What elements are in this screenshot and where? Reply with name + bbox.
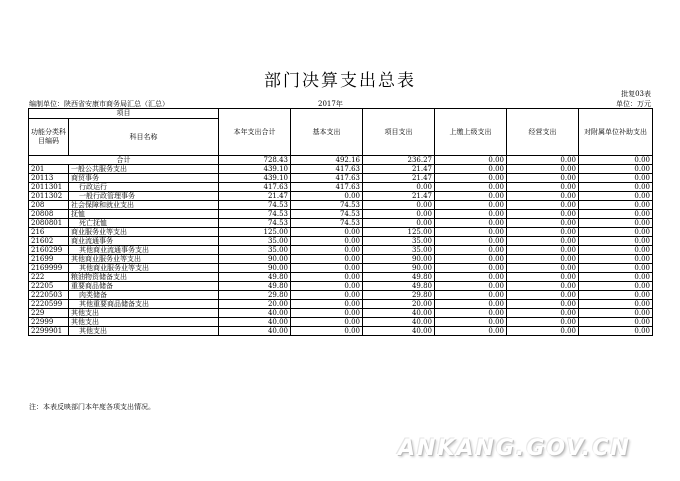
- table-row: [29, 255, 653, 264]
- row-name: 重要商品储备: [69, 282, 219, 291]
- table-row: [29, 309, 653, 318]
- table-row: [29, 210, 653, 219]
- row-value: 0.00: [435, 228, 507, 237]
- total-cell: 728.43: [219, 156, 291, 165]
- row-value: 0.00: [435, 219, 507, 228]
- row-value: 0.00: [507, 219, 579, 228]
- row-value: 0.00: [435, 201, 507, 210]
- col-header-subsidy: 对附属单位补助支出: [579, 109, 653, 156]
- row-code: 216: [29, 228, 69, 237]
- row-value: 74.53: [219, 219, 291, 228]
- row-name: 其他商业服务业等支出: [69, 255, 219, 264]
- row-value: 0.00: [507, 264, 579, 273]
- row-value: 0.00: [507, 300, 579, 309]
- row-value: 0.00: [435, 318, 507, 327]
- form-number: 批复03表: [621, 90, 651, 98]
- row-value: 0.00: [291, 318, 363, 327]
- row-value: 90.00: [363, 264, 435, 273]
- row-value: 0.00: [507, 183, 579, 192]
- row-code: 2220503: [29, 291, 69, 300]
- row-value: 21.47: [363, 165, 435, 174]
- table-row: [29, 273, 653, 282]
- row-value: 0.00: [435, 210, 507, 219]
- row-value: 0.00: [507, 228, 579, 237]
- row-value: 21.47: [219, 192, 291, 201]
- total-cell: 0.00: [435, 156, 507, 165]
- row-value: 0.00: [507, 318, 579, 327]
- row-code: 2299901: [29, 327, 69, 336]
- row-value: 0.00: [363, 201, 435, 210]
- row-value: 0.00: [435, 264, 507, 273]
- row-value: 0.00: [507, 237, 579, 246]
- row-value: 0.00: [507, 291, 579, 300]
- row-value: 29.80: [363, 291, 435, 300]
- row-value: 0.00: [435, 237, 507, 246]
- row-name: 其他支出: [69, 327, 219, 336]
- row-value: 0.00: [579, 201, 653, 210]
- total-cell: 492.16: [291, 156, 363, 165]
- row-value: 0.00: [507, 309, 579, 318]
- table-row: [29, 183, 653, 192]
- total-cell: 0.00: [507, 156, 579, 165]
- row-name: 其他支出: [69, 318, 219, 327]
- row-value: 0.00: [579, 219, 653, 228]
- row-value: 0.00: [363, 219, 435, 228]
- report-title: 部门决算支出总表: [264, 71, 416, 91]
- row-value: 0.00: [291, 264, 363, 273]
- row-value: 0.00: [291, 273, 363, 282]
- row-value: 35.00: [363, 246, 435, 255]
- report-year: 2017年: [318, 100, 343, 108]
- row-value: 0.00: [435, 192, 507, 201]
- row-value: 417.63: [219, 183, 291, 192]
- table-row: [29, 174, 653, 183]
- row-value: 0.00: [579, 309, 653, 318]
- table-row: [29, 201, 653, 210]
- table-row: [29, 300, 653, 309]
- row-value: 21.47: [363, 174, 435, 183]
- row-value: 0.00: [507, 165, 579, 174]
- row-value: 0.00: [579, 327, 653, 336]
- row-value: 0.00: [435, 309, 507, 318]
- row-value: 40.00: [363, 309, 435, 318]
- row-value: 0.00: [507, 246, 579, 255]
- row-value: 49.80: [363, 282, 435, 291]
- row-value: 49.80: [219, 282, 291, 291]
- row-value: 0.00: [435, 165, 507, 174]
- row-value: 74.53: [219, 210, 291, 219]
- row-value: 90.00: [363, 255, 435, 264]
- row-code: 208: [29, 201, 69, 210]
- name-col-header: 科目名称: [69, 119, 219, 156]
- row-value: 0.00: [507, 210, 579, 219]
- row-value: 0.00: [291, 246, 363, 255]
- row-value: 49.80: [219, 273, 291, 282]
- row-value: 20.00: [219, 300, 291, 309]
- row-value: 40.00: [363, 318, 435, 327]
- row-value: 74.53: [291, 210, 363, 219]
- col-header-basic: 基本支出: [291, 109, 363, 156]
- row-value: 29.80: [219, 291, 291, 300]
- table-row: [29, 228, 653, 237]
- total-cell: 236.27: [363, 156, 435, 165]
- site-watermark: ANKANG.GOV.CN: [398, 436, 631, 461]
- row-value: 90.00: [219, 264, 291, 273]
- row-value: 21.47: [363, 192, 435, 201]
- row-value: 439.10: [219, 165, 291, 174]
- row-value: 0.00: [363, 210, 435, 219]
- row-name: 商业服务业等支出: [69, 228, 219, 237]
- row-code: 20808: [29, 210, 69, 219]
- money-unit: 单位：万元: [616, 100, 651, 108]
- table-row: [29, 327, 653, 336]
- row-value: 0.00: [435, 327, 507, 336]
- row-value: 0.00: [579, 273, 653, 282]
- row-value: 0.00: [579, 228, 653, 237]
- row-value: 0.00: [435, 174, 507, 183]
- row-value: 125.00: [219, 228, 291, 237]
- row-code: 2160299: [29, 246, 69, 255]
- row-code: 21699: [29, 255, 69, 264]
- row-value: 125.00: [363, 228, 435, 237]
- col-header-remit: 上缴上级支出: [435, 109, 507, 156]
- row-value: 20.00: [363, 300, 435, 309]
- col-header-total: 本年支出合计: [219, 109, 291, 156]
- row-value: 0.00: [507, 192, 579, 201]
- row-code: 2169999: [29, 264, 69, 273]
- row-value: 0.00: [579, 246, 653, 255]
- row-code: 20113: [29, 174, 69, 183]
- footnote: 注：本表反映部门本年度各项支出情况。: [29, 403, 155, 411]
- table-row: [29, 219, 653, 228]
- row-value: 0.00: [291, 255, 363, 264]
- row-value: 0.00: [291, 291, 363, 300]
- row-value: 0.00: [579, 210, 653, 219]
- row-name: 行政运行: [69, 183, 219, 192]
- row-value: 0.00: [579, 291, 653, 300]
- row-value: 0.00: [435, 246, 507, 255]
- row-value: 40.00: [219, 318, 291, 327]
- row-value: 439.10: [219, 174, 291, 183]
- row-value: 417.63: [291, 165, 363, 174]
- row-code: 201: [29, 165, 69, 174]
- row-value: 0.00: [579, 192, 653, 201]
- row-code: 222: [29, 273, 69, 282]
- row-code: 22205: [29, 282, 69, 291]
- row-name: 商业流通事务: [69, 237, 219, 246]
- row-value: 0.00: [291, 192, 363, 201]
- row-value: 0.00: [579, 255, 653, 264]
- row-value: 0.00: [291, 237, 363, 246]
- row-value: 40.00: [363, 327, 435, 336]
- row-value: 0.00: [435, 273, 507, 282]
- expenditure-table: [28, 108, 653, 336]
- row-value: 0.00: [291, 228, 363, 237]
- row-value: 0.00: [435, 183, 507, 192]
- row-value: 417.63: [291, 174, 363, 183]
- row-value: 0.00: [579, 165, 653, 174]
- row-value: 0.00: [435, 255, 507, 264]
- row-value: 0.00: [579, 264, 653, 273]
- table-row: [29, 264, 653, 273]
- row-name: 一般行政管理事务: [69, 192, 219, 201]
- row-value: 74.53: [219, 201, 291, 210]
- row-value: 0.00: [435, 300, 507, 309]
- row-value: 0.00: [579, 183, 653, 192]
- row-name: 一般公共服务支出: [69, 165, 219, 174]
- table-row: [29, 291, 653, 300]
- row-code: 2220599: [29, 300, 69, 309]
- row-value: 49.80: [363, 273, 435, 282]
- row-value: 35.00: [363, 237, 435, 246]
- total-cell: 0.00: [579, 156, 653, 165]
- table-row: [29, 318, 653, 327]
- row-value: 0.00: [507, 282, 579, 291]
- row-code: 2080801: [29, 219, 69, 228]
- row-value: 74.53: [291, 219, 363, 228]
- row-name: 粮油物资储备支出: [69, 273, 219, 282]
- col-header-project: 项目支出: [363, 109, 435, 156]
- row-value: 0.00: [507, 174, 579, 183]
- row-code: 2011301: [29, 183, 69, 192]
- row-value: 74.53: [291, 201, 363, 210]
- table-row: [29, 237, 653, 246]
- row-value: 0.00: [291, 300, 363, 309]
- row-value: 0.00: [507, 273, 579, 282]
- row-value: 0.00: [579, 237, 653, 246]
- row-value: 0.00: [507, 255, 579, 264]
- row-code: 2011302: [29, 192, 69, 201]
- row-value: 0.00: [363, 183, 435, 192]
- row-value: 90.00: [219, 255, 291, 264]
- project-header: 项目: [29, 109, 219, 119]
- row-value: 0.00: [579, 282, 653, 291]
- row-value: 35.00: [219, 246, 291, 255]
- row-value: 0.00: [291, 327, 363, 336]
- row-name: 社会保障和就业支出: [69, 201, 219, 210]
- table-row: [29, 282, 653, 291]
- row-code: 229: [29, 309, 69, 318]
- row-name: 其他支出: [69, 309, 219, 318]
- row-value: 35.00: [219, 237, 291, 246]
- row-name: 其他商业流通事务支出: [69, 246, 219, 255]
- row-value: 417.63: [291, 183, 363, 192]
- compiling-unit: 编制单位：陕西省安康市商务局汇总（汇总）: [29, 100, 169, 108]
- row-code: 21602: [29, 237, 69, 246]
- total-label: 合计: [29, 156, 219, 165]
- row-value: 0.00: [291, 282, 363, 291]
- row-name: 死亡抚恤: [69, 219, 219, 228]
- table-row: [29, 246, 653, 255]
- total-row: [29, 156, 653, 165]
- row-name: 抚恤: [69, 210, 219, 219]
- row-value: 0.00: [507, 327, 579, 336]
- row-value: 0.00: [291, 309, 363, 318]
- row-name: 其他重要商品储备支出: [69, 300, 219, 309]
- row-value: 0.00: [435, 291, 507, 300]
- row-value: 40.00: [219, 327, 291, 336]
- table-row: [29, 165, 653, 174]
- row-name: 商贸事务: [69, 174, 219, 183]
- row-code: 22999: [29, 318, 69, 327]
- row-value: 0.00: [507, 201, 579, 210]
- row-value: 0.00: [579, 300, 653, 309]
- row-value: 40.00: [219, 309, 291, 318]
- col-header-business: 经营支出: [507, 109, 579, 156]
- row-value: 0.00: [579, 318, 653, 327]
- row-value: 0.00: [435, 282, 507, 291]
- row-name: 肉类储备: [69, 291, 219, 300]
- row-value: 0.00: [579, 174, 653, 183]
- table-row: [29, 192, 653, 201]
- code-col-header: 功能分类科目编码: [29, 119, 69, 156]
- row-name: 其他商业服务业等支出: [69, 264, 219, 273]
